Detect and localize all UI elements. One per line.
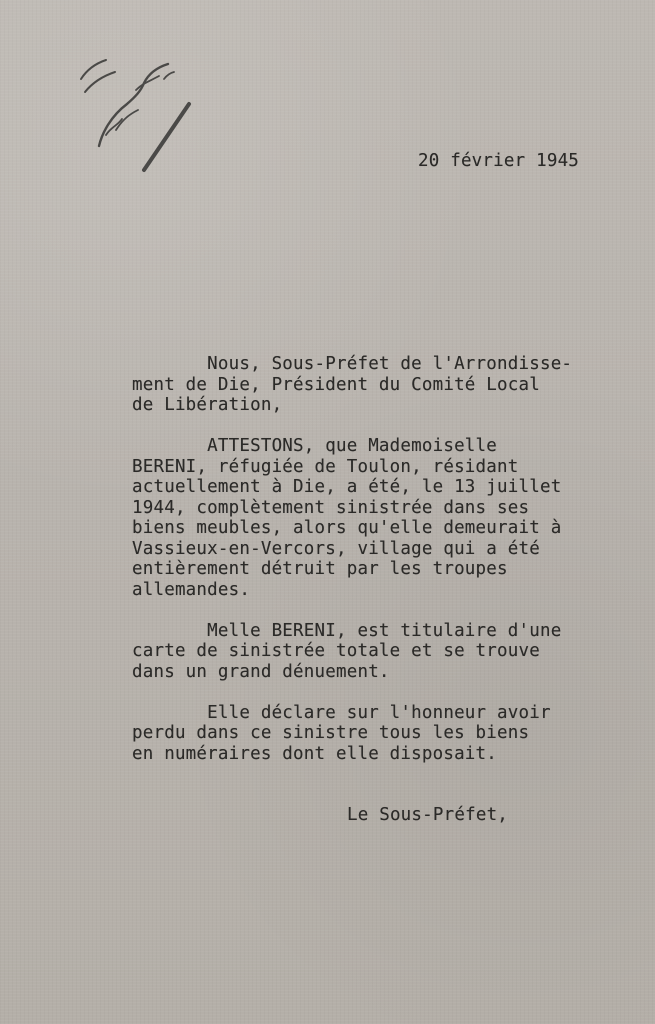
letter-body: Nous, Sous-Préfet de l'Arrondisse- ment de Die, Président du Comité Local de Libération, ATTESTONS, que Mademoiselle BERENI, réfugiée de Toulon, résidant actuellement à Die, a été, le 13 juillet 1944, complètement sinistrée dans ses biens meubles, alors qu'elle demeurait à Vassieux-en-Vercors, village qui a été entièrement détruit par les troupes allemandes. Melle BERENI, est titulaire d'une carte de sinistrée totale et se trouve dans un grand dénuement. Elle déclare sur l'honneur avoir perdu dans ce sinistre tous les biens en numéraires dont elle disposait.	[132, 354, 573, 764]
handwritten-annotation	[72, 46, 202, 181]
letter-date: 20 février 1945	[418, 151, 580, 171]
signature-line: Le Sous-Préfet,	[347, 805, 509, 825]
